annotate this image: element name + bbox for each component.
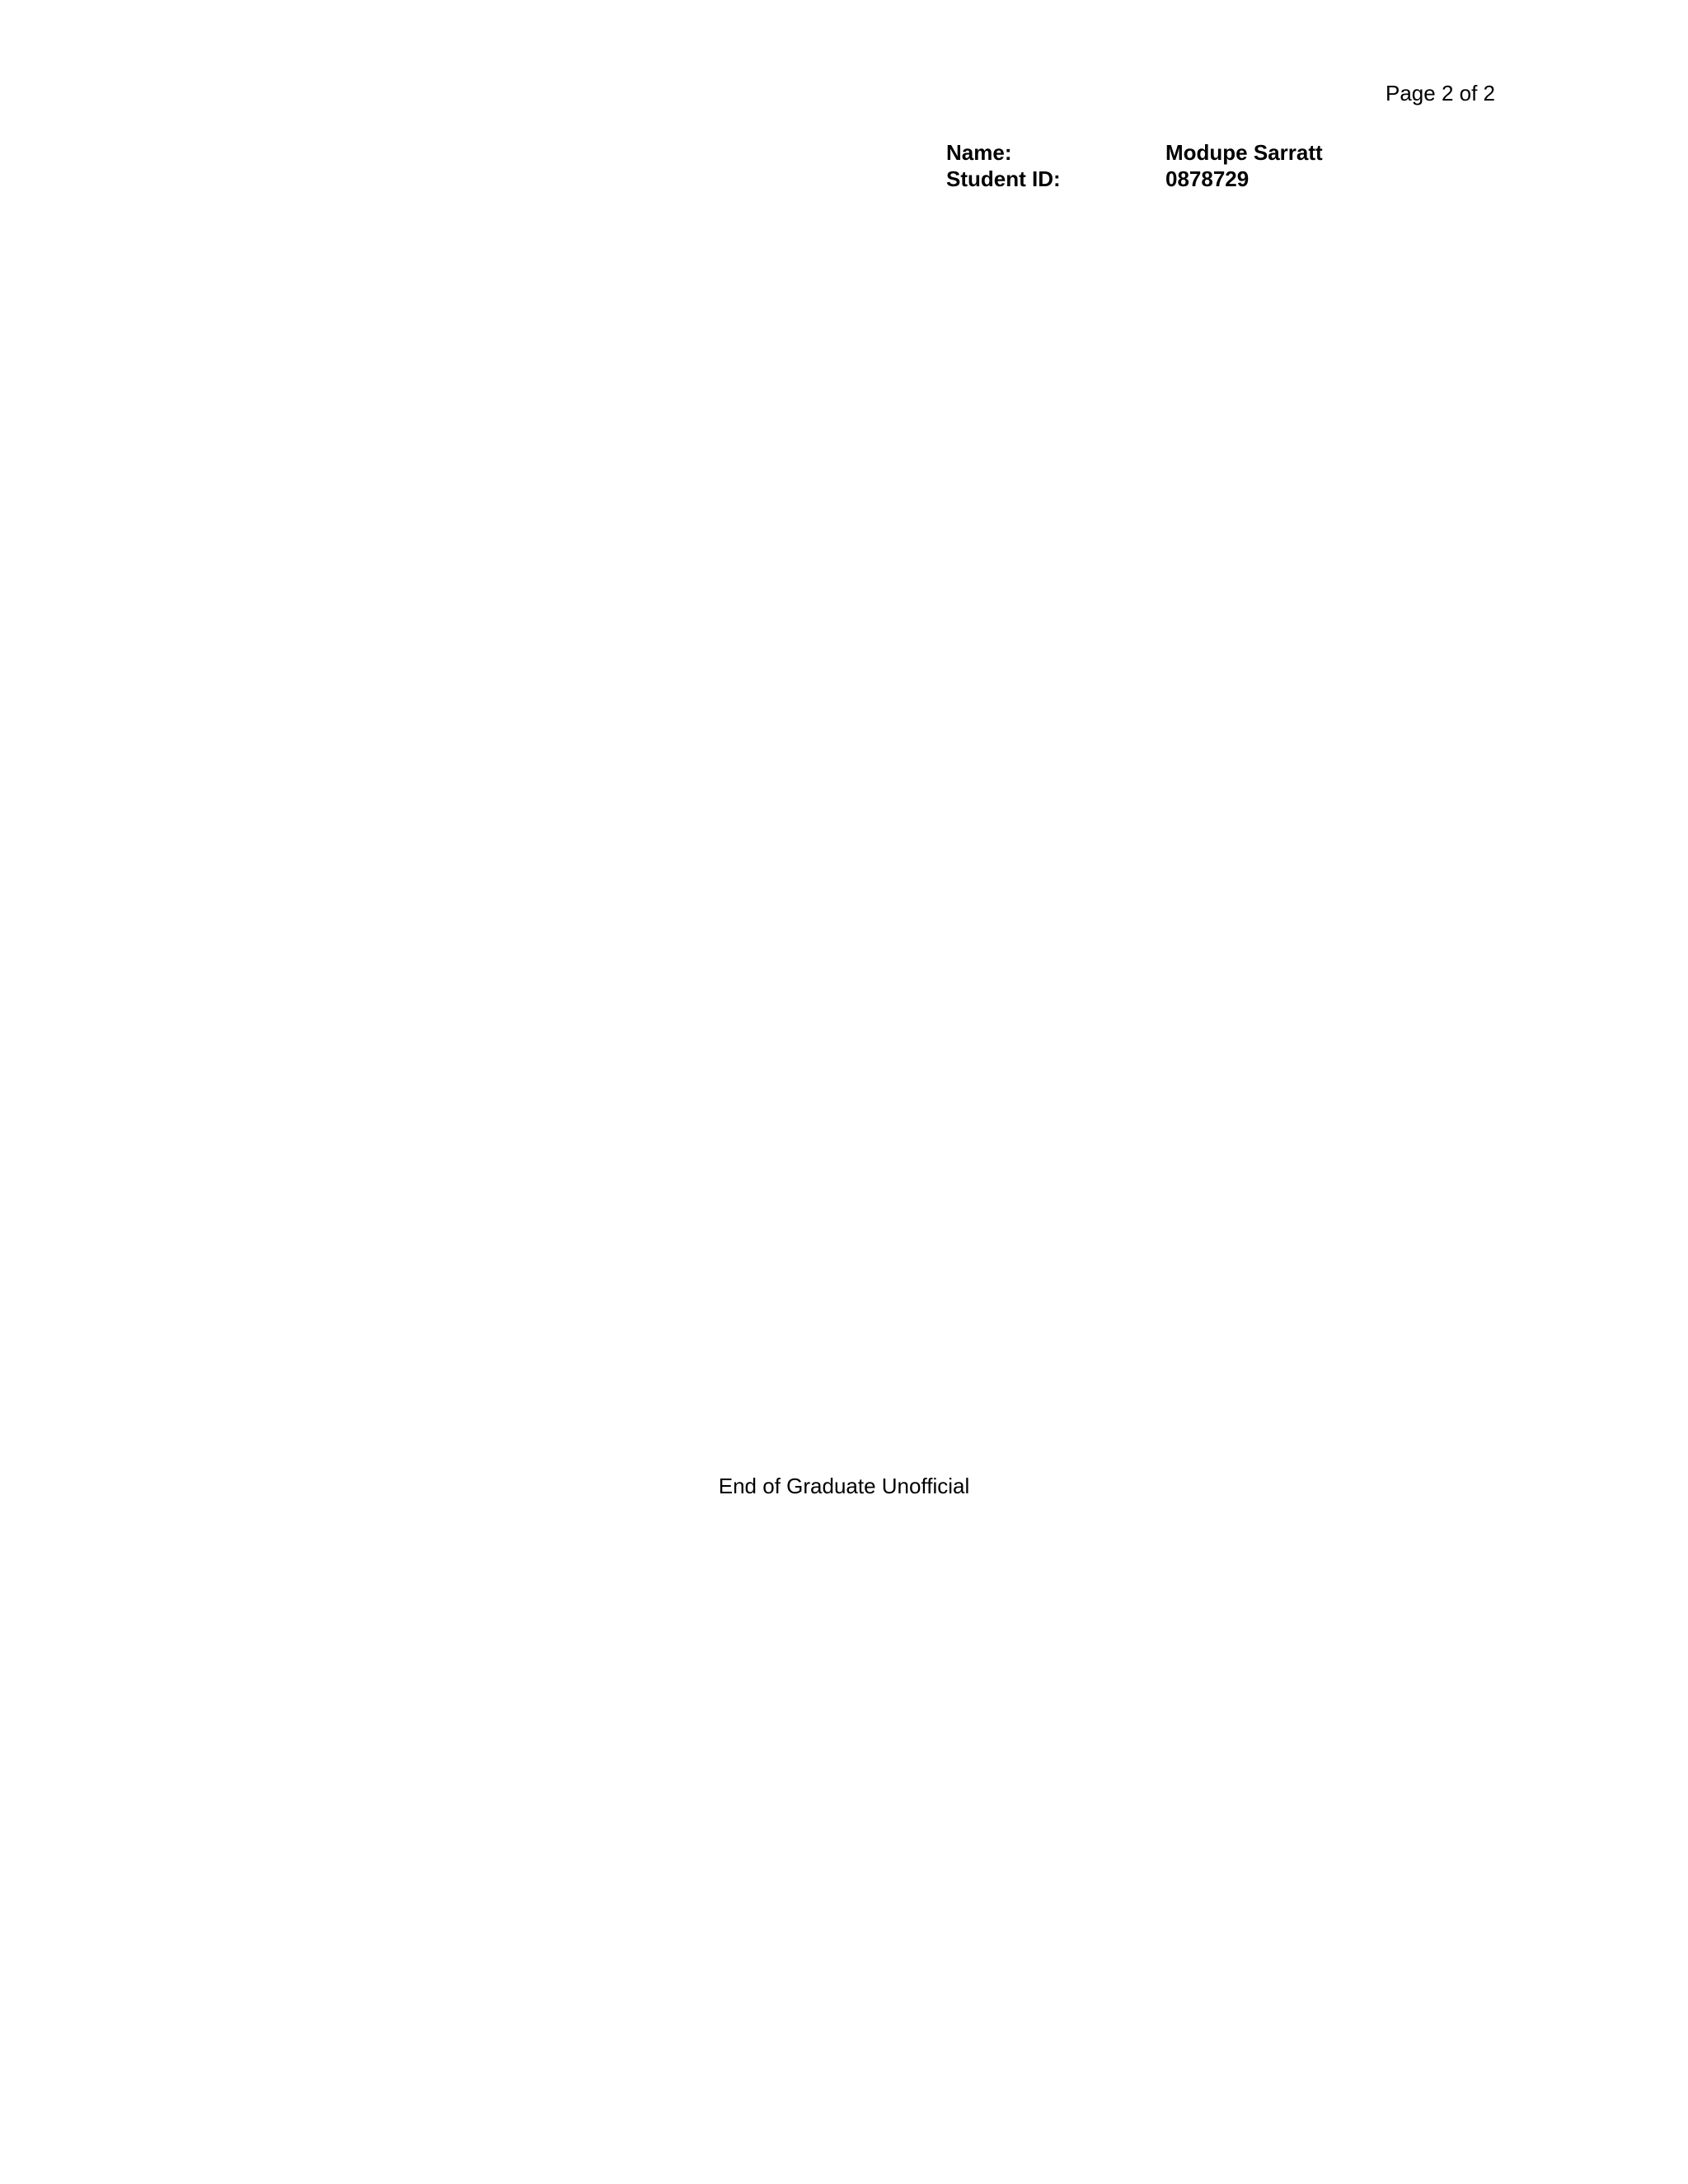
page-number: Page 2 of 2 [1386, 81, 1495, 105]
name-label: Name: [946, 140, 1012, 165]
footer-end-note: End of Graduate Unofficial [718, 1474, 970, 1498]
student-name: Modupe Sarratt [1165, 140, 1323, 165]
student-id-label: Student ID: [946, 166, 1061, 191]
student-id: 0878729 [1165, 166, 1250, 191]
